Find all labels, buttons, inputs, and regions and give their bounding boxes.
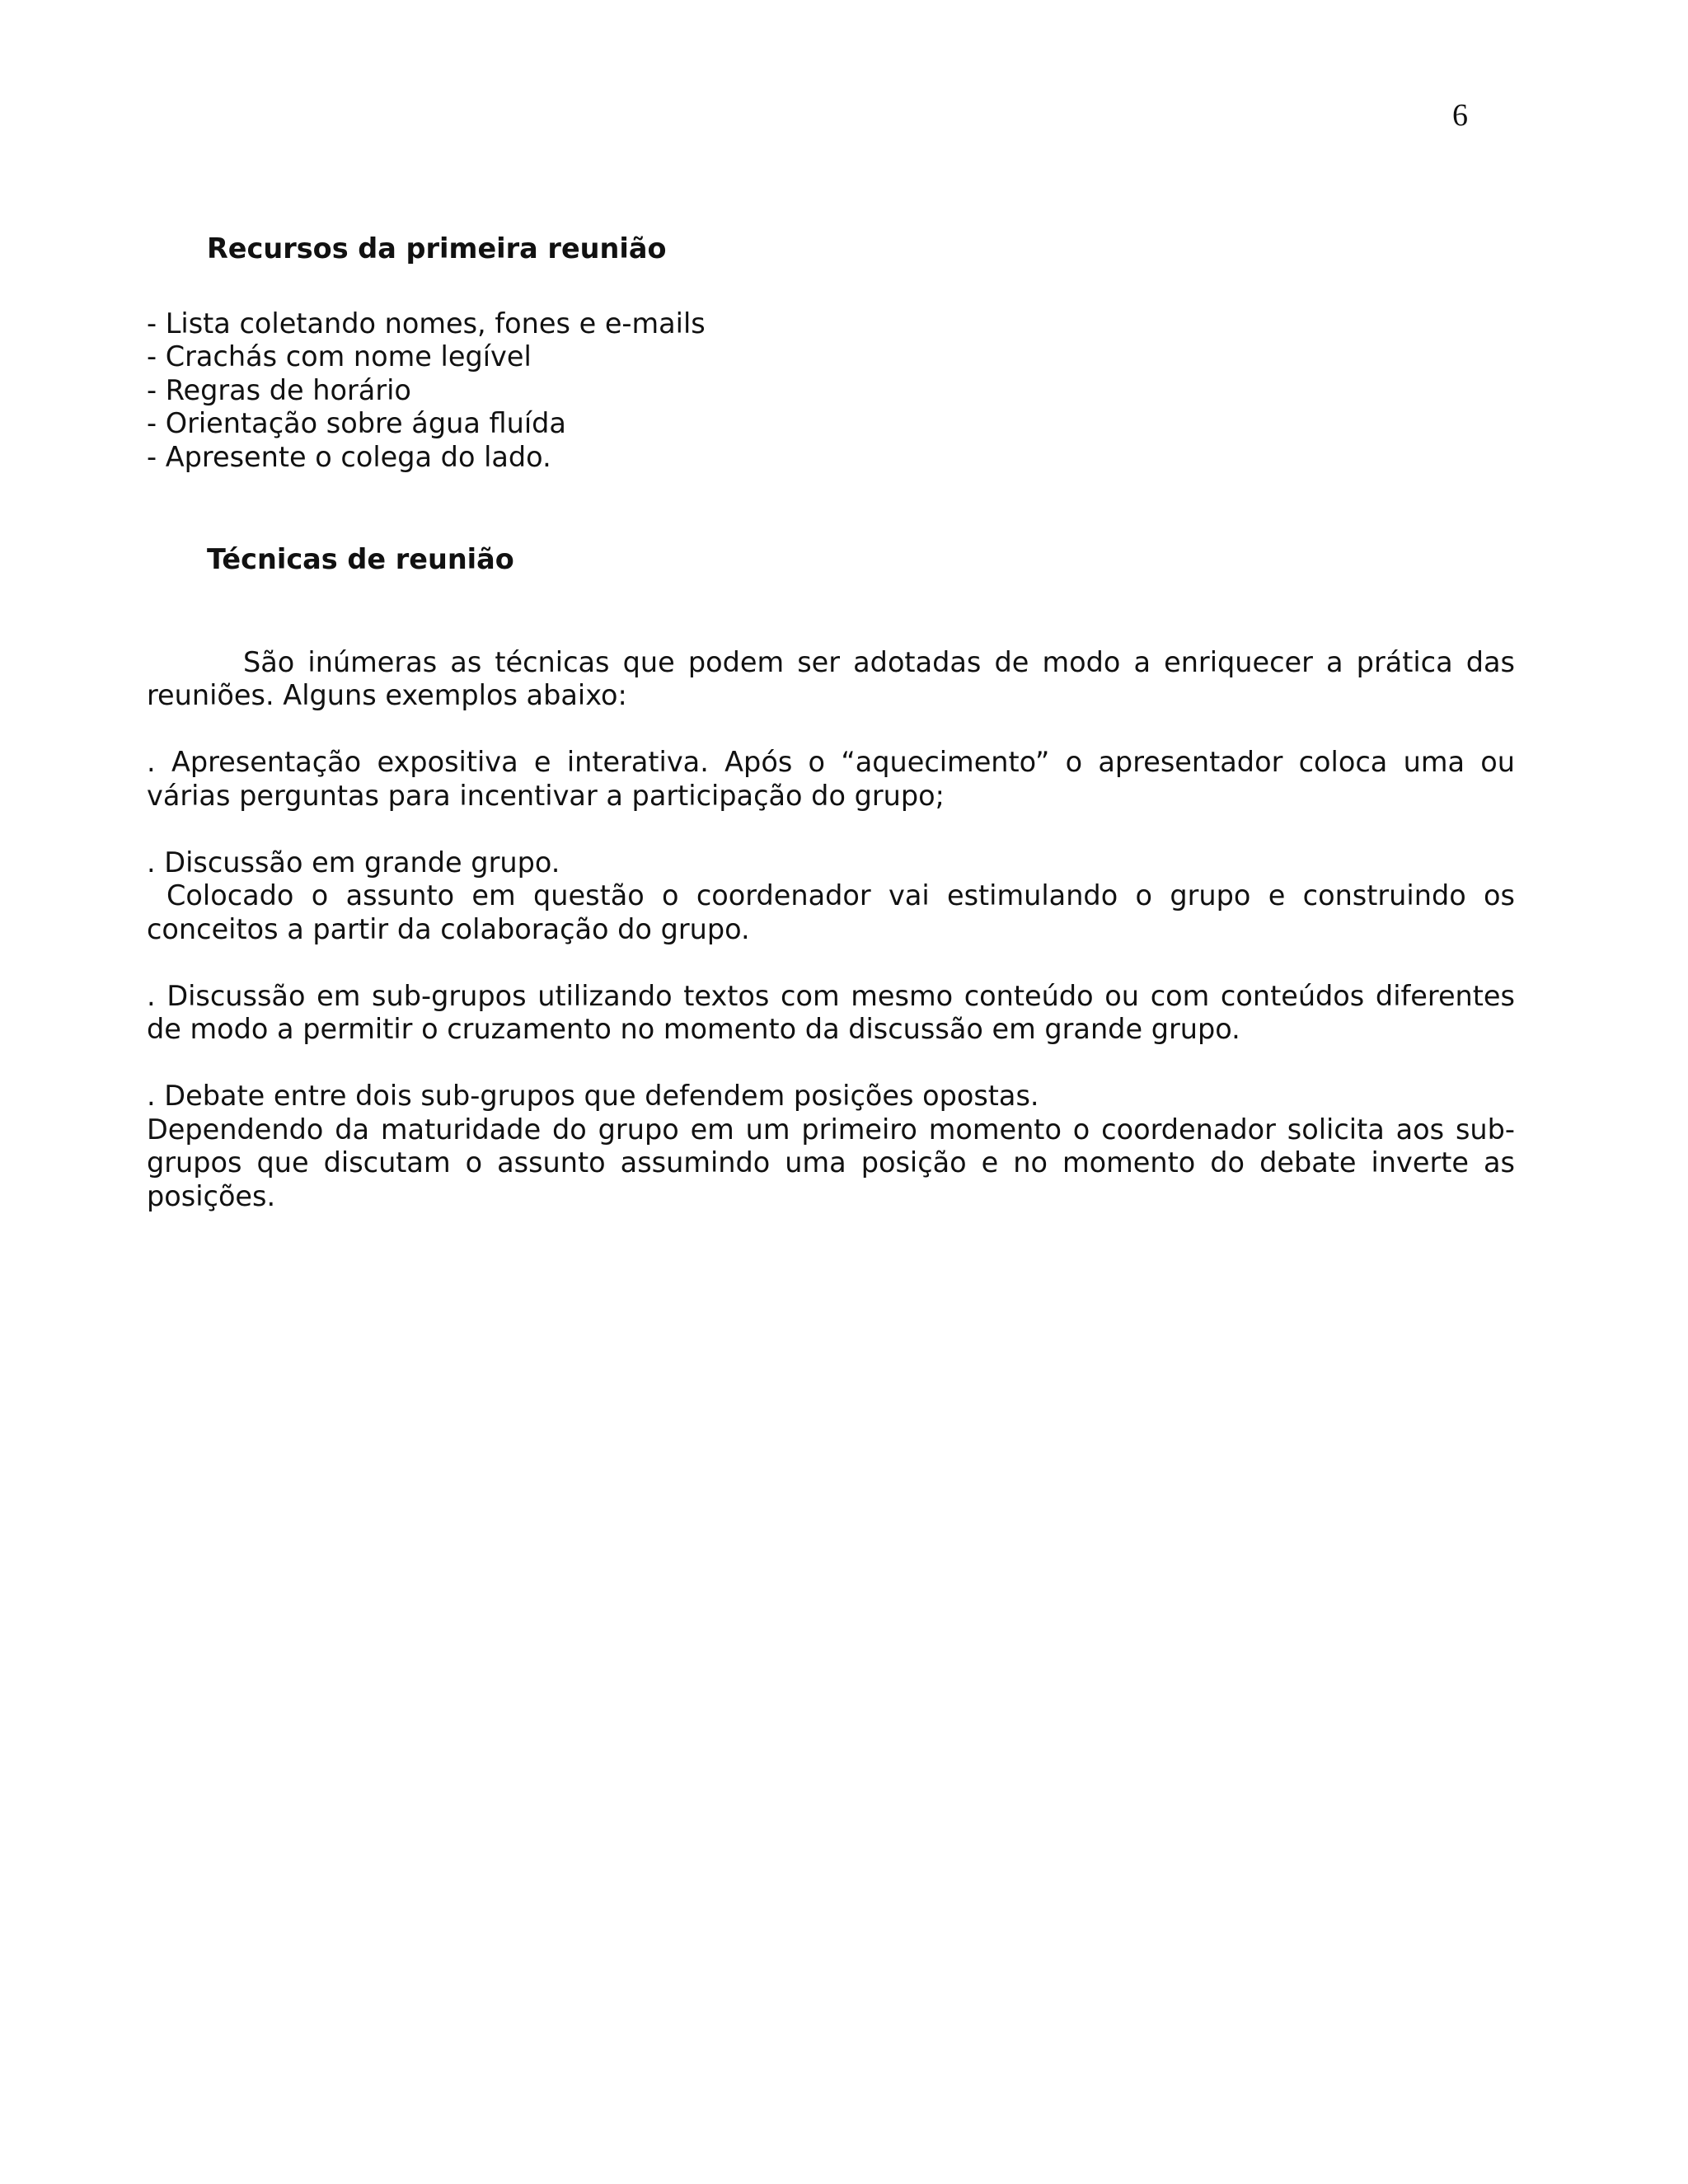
technique-detail: Colocado o assunto em questão o coordenador vai estimulando o grupo e construindo os conceitos a partir da colaboração do grupo. [147,879,1515,945]
list-item: - Orientação sobre água fluída [147,407,566,439]
resources-list [147,307,1515,475]
technique-paragraph: . Apresentação expositiva e interativa. Após o “aquecimento” o apresentador coloca uma ou várias perguntas para incentivar a participação do grupo; [147,746,1515,812]
list-item: - Apresente o colega do lado. [147,440,551,473]
section-heading-tecnicas: Técnicas de reunião [207,543,514,575]
section-heading-recursos: Recursos da primeira reunião [207,232,667,265]
technique-detail: Dependendo da maturidade do grupo em um primeiro momento o coordenador solicita aos sub-grupos que discutam o assunto assumindo uma posição e no momento do debate inverte as posições. [147,1113,1515,1212]
page-number: 6 [1452,98,1468,133]
technique-paragraph: . Discussão em sub-grupos utilizando textos com mesmo conteúdo ou com conteúdos diferentes de modo a permitir o cruzamento no momento da discussão em grande grupo. [147,979,1515,1045]
list-item: - Lista coletando nomes, fones e e-mails [147,307,706,340]
technique-title: . Debate entre dois sub-grupos que defendem posições opostas. [147,1080,1039,1112]
list-item: - Crachás com nome legível [147,340,532,373]
list-item: - Regras de horário [147,373,411,406]
intro-paragraph: São inúmeras as técnicas que podem ser adotadas de modo a enriquecer a prática das reuniões. Alguns exemplos abaixo: [147,645,1515,711]
document-body [147,232,1515,1213]
technique-title: . Discussão em grande grupo. [147,846,560,879]
